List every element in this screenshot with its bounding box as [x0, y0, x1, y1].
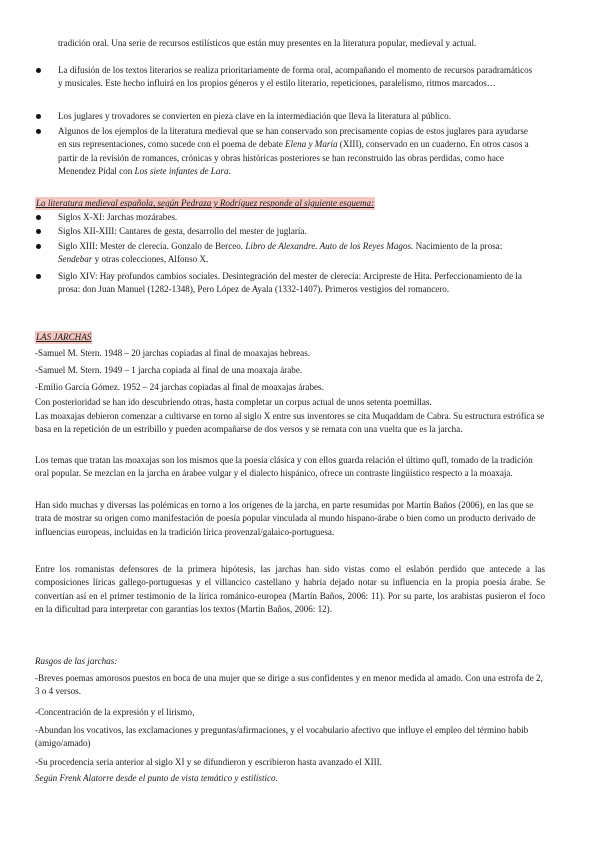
schema-bullet: Siglos X-XI: Jarchas mozárabes.	[58, 211, 538, 224]
intro-bullet: La difusión de los textos literarios se realiza prioritariamente de forma oral, acompañando el momento de recursos paradramáticos y musicales. Este hecho influirá en los propios géneros y el estilo literario, repeticiones, paralelismo, ritmos marcados…	[58, 64, 538, 91]
frenk-note: Según Frenk Alatorre desde el punto de vista temático y estilístico.	[35, 773, 278, 783]
rasgos-item: -Abundan los vocativos, las exclamaciones y preguntas/afirmaciones, y el vocabulario afectivo que influye el empleo del término habib (amigo/amado)	[35, 725, 529, 749]
schema-heading: La literatura medieval española, según Pedraza y Rodríguez responde al siguiente esquema:	[35, 197, 375, 210]
bullet-dot-icon	[36, 244, 41, 249]
jarchas-paragraph: Entre los romanistas defensores de la primera hipótesis, las jarchas han sido vistas como el eslabón perdido que antecede a las composiciones líricas gallego-portuguesas y el villancico castellano y habría dejado notar su influencia en la propia poesía árabe. Se convertían así en el primer testimonio de la lírica románico-europea (Martín Baños, 2006: 11). Por su parte, los arabistas pusieron el foco en la dificultad para interpretar con garantías los textos (Martín Baños, 2006: 12).	[35, 564, 545, 615]
jarchas-paragraph: Con posterioridad se han ido descubriendo otras, hasta completar un corpus actual de unos setenta poemillas.	[35, 397, 432, 407]
jarchas-paragraph: Los temas que tratan las moaxajas son los mismos que la poesía clásica y con ellos guarda relación el último qufl, tomado de la tradición oral popular. Se mezclan en la jarcha en árabee vulgar y el dialecto hispánico, ofrece un contraste lingüístico respecto a la moaxaja.	[35, 455, 533, 479]
rasgos-heading: Rasgos de las jarchas:	[35, 656, 118, 666]
intro-bullet: Los juglares y trovadores se convierten en pieza clave en la intermediación que lleva la literatura al público.	[58, 110, 538, 123]
jarchas-line: -Samuel M. Stern. 1948 – 20 jarchas copiadas al final de moaxajas hebreas.	[35, 348, 311, 358]
bullet-dot-icon	[36, 68, 41, 73]
schema-bullet: Siglo XIII: Mester de clerecía. Gonzalo de Berceo. Libro de Alexandre. Auto de los Reyes Magos. Nacimiento de la prosa: Sendebar y otras colecciones, Alfonso X.	[58, 240, 538, 267]
schema-bullet: Siglo XIV: Hay profundos cambios sociales. Desintegración del mester de clerecía: Arcipreste de Hita. Perfeccionamiento de la prosa: don Juan Manuel (1282-1348), Pero López de Ayala (1332-1407). Primeros vestigios del romancero.	[58, 270, 538, 297]
rasgos-item: -Su procedencia sería anterior al siglo XI y se difundieron y escribieron hasta avanzado el XIII.	[35, 757, 382, 767]
bullet-dot-icon	[36, 229, 41, 234]
jarchas-line: -Emilio García Gómez. 1952 – 24 jarchas copiadas al final de moaxajas árabes.	[35, 382, 324, 392]
bullet-dot-icon	[36, 129, 41, 134]
bullet-dot-icon	[36, 114, 41, 119]
jarchas-heading: LAS JARCHAS	[35, 331, 92, 344]
jarchas-line: -Samuel M. Stern. 1949 – 1 jarcha copiada al final de una moaxaja árabe.	[35, 365, 303, 375]
rasgos-item: -Breves poemas amorosos puestos en boca de una mujer que se dirige a sus confidentes y en menor medida al amado. Con una estrofa de 2, 3 o 4 versos.	[35, 673, 543, 697]
jarchas-paragraph: Las moaxajas debieron comenzar a cultivarse en torno al siglo X entre sus inventores se cita Muqaddam de Cabra. Su estructura estrófica se basa en la repetición de un estribillo y pueden acompañarse de dos versos y se remata con una vuelta que es la jarcha.	[35, 411, 545, 435]
intro-bullet: Algunos de los ejemplos de la literatura medieval que se han conservado son precisamente copias de estos juglares para ayudarse en sus representaciones, como sucede con el poema de debate Elena y María (XIII), conservado en un cuaderno. En otros casos a partir de la revisión de romances, crónicas y obras históricas posteriores se han reconstruido las obras perdidas, como hace Menendez Pidal con Los siete infantes de Lara.	[58, 125, 538, 179]
bullet-dot-icon	[36, 215, 41, 220]
jarchas-paragraph: Han sido muchas y diversas las polémicas en torno a los orígenes de la jarcha, en parte resumidas por Martín Baños (2006), en las que se trata de mostrar su origen como manifestación de poesía popular vinculada al mundo hispano-árabe o bien como un producto derivado de influencias europeas, incluidas en la tradición lírica provenzal/galaico-portuguesa.	[35, 500, 536, 537]
intro-continuation: tradición oral. Una serie de recursos estilísticos que están muy presentes en la literatura popular, medieval y actual.	[58, 38, 477, 48]
bullet-dot-icon	[36, 274, 41, 279]
rasgos-item: -Concentración de la expresión y el lirismo,	[35, 707, 195, 717]
schema-bullet: Siglos XII-XIII: Cantares de gesta, desarrollo del mester de juglaría.	[58, 225, 538, 238]
